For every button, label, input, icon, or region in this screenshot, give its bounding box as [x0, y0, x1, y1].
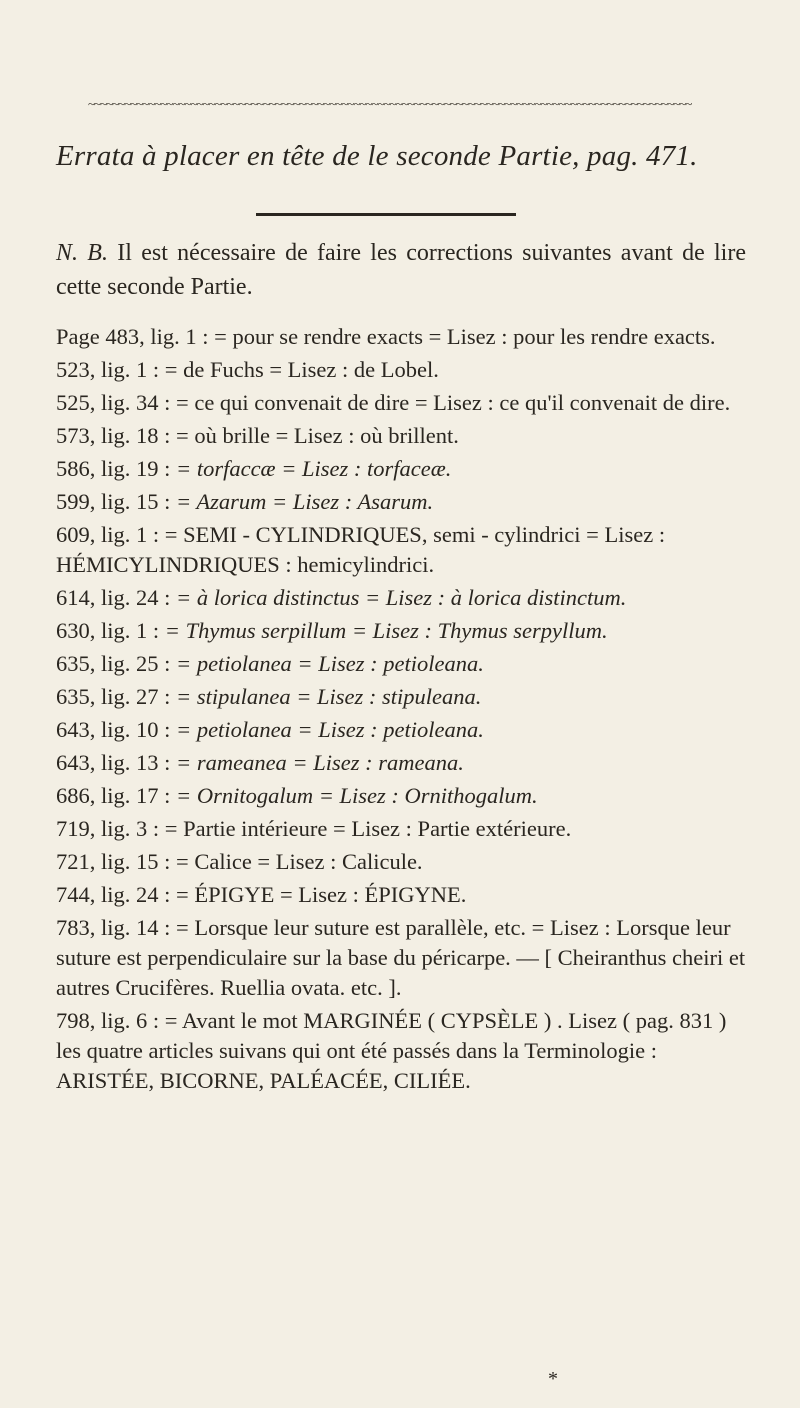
entry-text: = Ornitogalum = Lisez : Ornithogalum. — [170, 783, 538, 808]
nb-text: Il est nécessaire de faire les corrections suivantes avant de lire cette seconde Partie. — [56, 240, 746, 300]
entry-ref: 686, lig. 17 : — [56, 783, 171, 808]
entry-text: = rameanea = Lisez : rameana. — [170, 750, 464, 775]
entry-text: = stipulanea = Lisez : stipuleana. — [170, 684, 482, 709]
errata-entry — [56, 355, 746, 385]
entry-ref: 635, lig. 27 : — [56, 684, 171, 709]
entry-ref: 599, lig. 15 : — [56, 489, 171, 514]
errata-entry — [56, 748, 746, 778]
entry-text: = Calice = Lisez : Calicule. — [170, 849, 423, 874]
entry-text: = de Fuchs = Lisez : de Lobel. — [159, 357, 439, 382]
entry-ref: 635, lig. 25 : — [56, 651, 171, 676]
decorative-border: ~~~~~~~~~~~~~~~~~~~~~~~~~~~~~~~~~~~~~~~~~~~~~~~~~~~~~~~~~~~~~~~~~~~~~~~~~~~~~~~~~~~~~~~~~~~~~~~~~~~~ — [88, 96, 692, 110]
entry-ref: 643, lig. 13 : — [56, 750, 171, 775]
errata-entry — [56, 454, 746, 484]
entry-ref: 525, lig. 34 : — [56, 390, 171, 415]
entry-ref: 573, lig. 18 : — [56, 423, 171, 448]
entry-text: = ÉPIGYE = Lisez : ÉPIGYNE. — [170, 882, 467, 907]
entry-text: = à lorica distinctus = Lisez : à lorica distinctum. — [170, 585, 627, 610]
entry-text: = Partie intérieure = Lisez : Partie extérieure. — [159, 816, 572, 841]
entry-text: = SEMI - CYLINDRIQUES, semi - cylindrici = Lisez : HÉMICYLINDRIQUES : hemicylindrici. — [56, 522, 666, 577]
entry-ref: 798, lig. 6 : — [56, 1008, 160, 1033]
entry-ref: 744, lig. 24 : — [56, 882, 171, 907]
entry-text: = Azarum = Lisez : Asarum. — [170, 489, 434, 514]
errata-entry — [56, 880, 746, 910]
errata-entry — [56, 583, 746, 613]
errata-entry — [56, 649, 746, 679]
entry-ref: Page 483, lig. 1 : — [56, 324, 209, 349]
errata-entry — [56, 781, 746, 811]
entry-ref: 719, lig. 3 : — [56, 816, 160, 841]
errata-entry — [56, 814, 746, 844]
title-rule-divider — [256, 213, 516, 216]
entry-ref: 609, lig. 1 : — [56, 522, 160, 547]
entry-text: = Thymus serpillum = Lisez : Thymus serpyllum. — [159, 618, 608, 643]
entry-text: = Avant le mot MARGINÉE ( CYPSÈLE ) . Lisez ( pag. 831 ) les quatre articles suivans qui ont été passés dans la Terminologie : ARISTÉE, BICORNE, PALÉACÉE, CILIÉE. — [56, 1008, 727, 1093]
nb-prefix: N. B. — [56, 240, 108, 266]
errata-entry — [56, 913, 746, 1003]
entry-text: = petiolanea = Lisez : petioleana. — [170, 651, 484, 676]
entry-ref: 643, lig. 10 : — [56, 717, 171, 742]
entry-text: = où brille = Lisez : où brillent. — [170, 423, 459, 448]
errata-entry — [56, 616, 746, 646]
footer-mark: * — [548, 1368, 558, 1390]
errata-entry — [56, 682, 746, 712]
errata-entry — [56, 847, 746, 877]
intro-note — [56, 236, 746, 304]
page-title: Errata à placer en tête de le seconde Partie, pag. 471. — [56, 140, 698, 172]
errata-entry — [56, 520, 746, 580]
errata-list — [56, 322, 746, 1099]
errata-entry — [56, 322, 746, 352]
entry-ref: 586, lig. 19 : — [56, 456, 171, 481]
errata-entry — [56, 421, 746, 451]
entry-ref: 721, lig. 15 : — [56, 849, 171, 874]
entry-text: = pour se rendre exacts = Lisez : pour les rendre exacts. — [208, 324, 716, 349]
entry-ref: 783, lig. 14 : — [56, 915, 171, 940]
errata-entry — [56, 1006, 746, 1096]
entry-ref: 630, lig. 1 : — [56, 618, 160, 643]
entry-text: = Lorsque leur suture est parallèle, etc. = Lisez : Lorsque leur suture est perpendiculaire sur la base du péricarpe. — [ Cheiranthus cheiri et autres Crucifères. Ruellia ovata. etc. ]. — [56, 915, 746, 1000]
entry-ref: 523, lig. 1 : — [56, 357, 160, 382]
entry-ref: 614, lig. 24 : — [56, 585, 171, 610]
entry-text: = petiolanea = Lisez : petioleana. — [170, 717, 484, 742]
entry-text: = torfaccæ = Lisez : torfaceæ. — [170, 456, 452, 481]
entry-text: = ce qui convenait de dire = Lisez : ce qu'il convenait de dire. — [170, 390, 731, 415]
errata-entry — [56, 715, 746, 745]
errata-entry — [56, 388, 746, 418]
errata-entry — [56, 487, 746, 517]
